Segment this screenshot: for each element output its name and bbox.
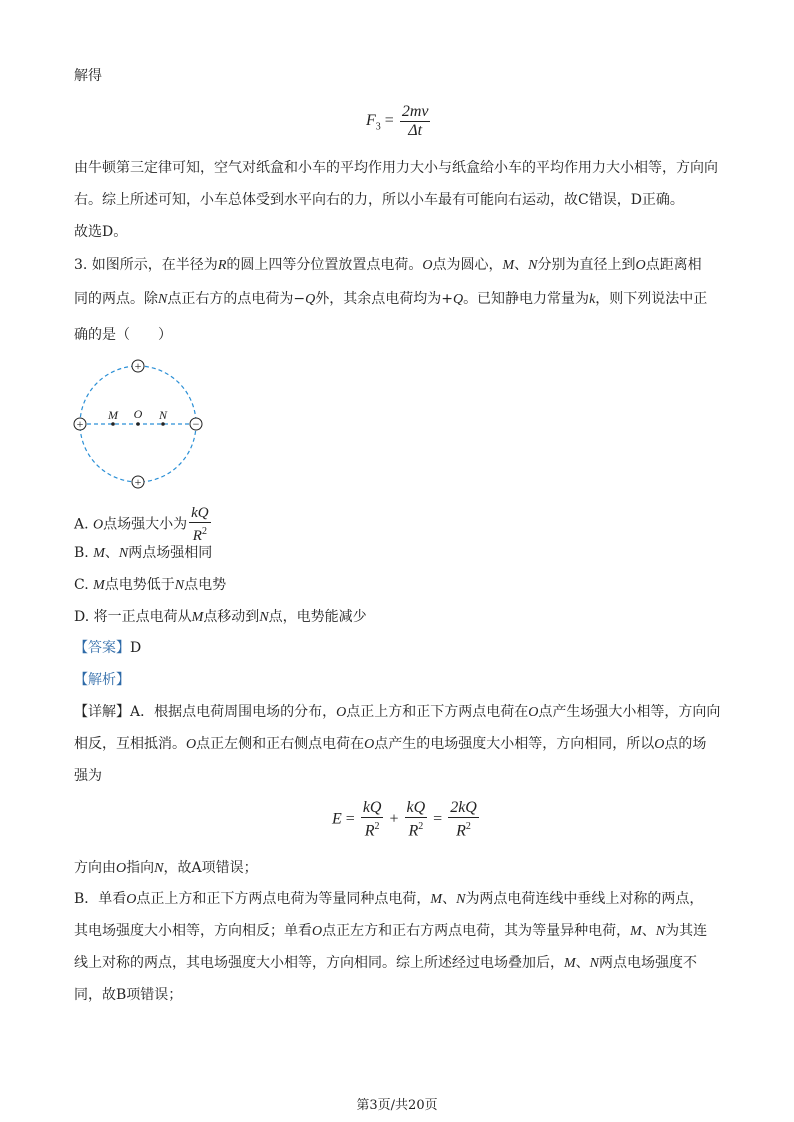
charge-top-sign: + bbox=[134, 359, 142, 373]
analysis-tag: 【解析】 bbox=[74, 672, 130, 688]
detail-b-line-1: B．单看O点正上方和正下方两点电荷为等量同种点电荷，M、N为两点电荷连线中垂线上对称的两点， bbox=[74, 891, 704, 907]
label-O: O bbox=[133, 407, 143, 421]
detail-b-line-2: 其电场强度大小相等，方向相反；单看O点正左方和正右方两点电荷，其为等量异种电荷，M、N为其连 bbox=[74, 923, 708, 939]
analysis-line bbox=[74, 670, 130, 690]
answer-tag: 【答案】 bbox=[74, 640, 130, 656]
option-c: C. M点电势低于N点电势 bbox=[74, 577, 227, 593]
detail-line-4: 方向由O指向N，故A项错误； bbox=[74, 860, 258, 876]
charge-right-sign: − bbox=[192, 417, 200, 431]
detail-line-3: 强为 bbox=[74, 768, 102, 784]
label-M: M bbox=[108, 408, 118, 422]
page-footer: 第3页/共20页 bbox=[356, 1098, 438, 1113]
question-3-line-2: 同的两点。除N点正右方的点电荷为−Q外，其余点电荷均为+Q。已知静电力常量为k，则下列说法中正 bbox=[74, 291, 708, 307]
text-line-newton-2: 右。综上所述可知，小车总体受到水平向右的力，所以小车最有可能向右运动，故C错误，D正确。 bbox=[74, 192, 684, 208]
charge-left-sign: + bbox=[76, 417, 84, 431]
point-N bbox=[161, 422, 165, 426]
formula-f3: $F_3$ = $\frac{2mv}{\Delta t}$ bbox=[366, 103, 429, 139]
formula-e: E = $\frac{kQ}{R^2}$ + $\frac{kQ}{R^2}$ = $\frac{2kQ}{R^2}$ bbox=[332, 799, 477, 840]
text-line-jiede: 解得 bbox=[74, 68, 102, 84]
option-d: D. 将一正点电荷从M点移动到N点，电势能减少 bbox=[74, 609, 367, 625]
detail-b-line-3: 线上对称的两点，其电场强度大小相等，方向相同。综上所述经过电场叠加后，M、N两点电场强度不 bbox=[74, 955, 698, 971]
text-line-newton-1: 由牛顿第三定律可知，空气对纸盒和小车的平均作用力大小与纸盒给小车的平均作用力大小相等，方向向 bbox=[74, 160, 718, 176]
text-line-choose: 故选D。 bbox=[74, 224, 128, 240]
label-N: N bbox=[158, 408, 168, 422]
charge-bottom-sign: + bbox=[134, 475, 142, 489]
detail-b-line-4: 同，故B项错误； bbox=[74, 987, 183, 1003]
detail-line-2: 相反，互相抵消。O点正左侧和正右侧点电荷在O点产生的电场强度大小相等，方向相同，所以O点的场 bbox=[74, 736, 707, 752]
question-3-line-3: 确的是（ ） bbox=[74, 327, 172, 343]
option-a: A. O点场强大小为 $\frac{kQ}{R^2}$ bbox=[74, 505, 209, 544]
point-M bbox=[111, 422, 115, 426]
detail-line-1: 【详解】A．根据点电荷周围电场的分布，O点正上方和正下方两点电荷在O点产生场强大小相等，方向向 bbox=[74, 704, 721, 720]
answer-line: 【答案】D bbox=[74, 640, 142, 656]
charge-circle-diagram bbox=[70, 357, 210, 491]
question-3-line-1: 3. 如图所示，在半径为R的圆上四等分位置放置点电荷。O点为圆心，M、N分别为直径上到O点距离相 bbox=[74, 257, 702, 273]
option-b: B. M、N两点场强相同 bbox=[74, 545, 213, 561]
point-O bbox=[136, 422, 140, 426]
